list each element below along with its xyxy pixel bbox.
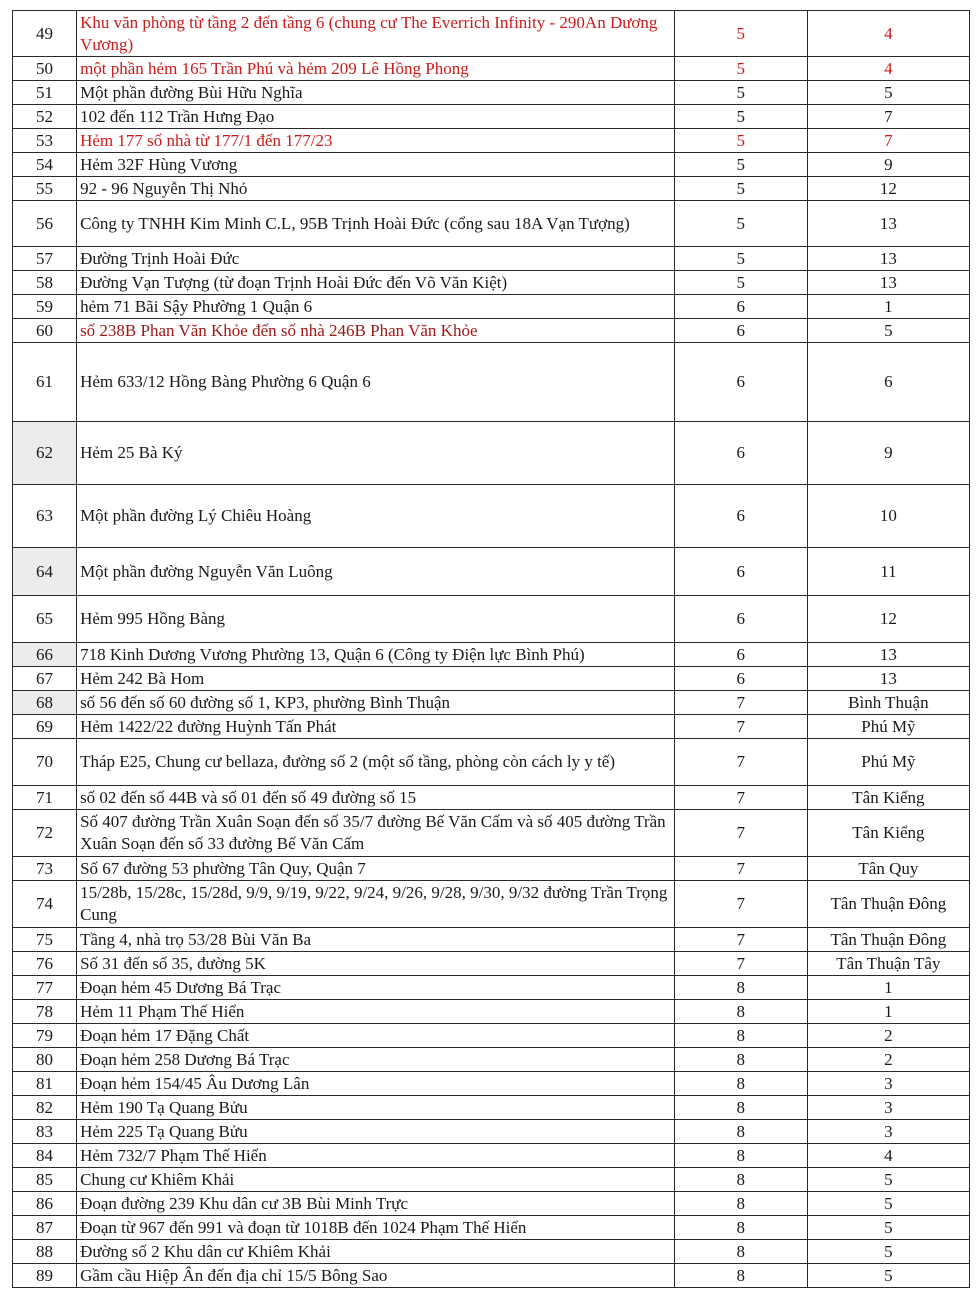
address-cell: Hẻm 633/12 Hồng Bàng Phường 6 Quận 6 xyxy=(77,343,675,422)
address-cell: Hẻm 32F Hùng Vương xyxy=(77,153,675,177)
row-number-cell: 72 xyxy=(13,810,77,857)
row-number-cell: 73 xyxy=(13,857,77,881)
ward-cell: Phú Mỹ xyxy=(807,715,969,739)
row-number-cell: 57 xyxy=(13,247,77,271)
district-cell: 7 xyxy=(674,715,807,739)
ward-cell: 1 xyxy=(807,976,969,1000)
district-cell: 6 xyxy=(674,596,807,643)
lockdown-area-table xyxy=(12,10,970,1288)
table-row xyxy=(13,201,970,247)
district-cell: 8 xyxy=(674,1144,807,1168)
address-cell: Chung cư Khiêm Khải xyxy=(77,1168,675,1192)
address-cell: Đường số 2 Khu dân cư Khiêm Khải xyxy=(77,1240,675,1264)
address-cell: số 56 đến số 60 đường số 1, KP3, phường Bình Thuận xyxy=(77,691,675,715)
district-cell: 8 xyxy=(674,1072,807,1096)
row-number-cell: 49 xyxy=(13,11,77,57)
address-cell: 718 Kinh Dương Vương Phường 13, Quận 6 (Công ty Điện lực Bình Phú) xyxy=(77,643,675,667)
row-number-cell: 87 xyxy=(13,1216,77,1240)
address-cell: số 238B Phan Văn Khỏe đến số nhà 246B Phan Văn Khỏe xyxy=(77,319,675,343)
address-cell: Đoạn từ 967 đến 991 và đoạn từ 1018B đến 1024 Phạm Thế Hiển xyxy=(77,1216,675,1240)
district-cell: 7 xyxy=(674,739,807,786)
row-number-cell: 56 xyxy=(13,201,77,247)
row-number-cell: 84 xyxy=(13,1144,77,1168)
address-cell: 92 - 96 Nguyễn Thị Nhỏ xyxy=(77,177,675,201)
district-cell: 5 xyxy=(674,57,807,81)
table-row xyxy=(13,11,970,57)
row-number-cell: 51 xyxy=(13,81,77,105)
address-cell: Hẻm 225 Tạ Quang Bửu xyxy=(77,1120,675,1144)
address-cell: Số 31 đến số 35, đường 5K xyxy=(77,952,675,976)
table-row xyxy=(13,667,970,691)
address-cell: Gầm cầu Hiệp Ân đến địa chỉ 15/5 Bông Sao xyxy=(77,1264,675,1288)
ward-cell: 12 xyxy=(807,177,969,201)
district-cell: 8 xyxy=(674,1048,807,1072)
address-cell: Tháp E25, Chung cư bellaza, đường số 2 (một số tầng, phòng còn cách ly y tế) xyxy=(77,739,675,786)
district-cell: 8 xyxy=(674,1240,807,1264)
table-row xyxy=(13,857,970,881)
table-row xyxy=(13,596,970,643)
ward-cell: 11 xyxy=(807,548,969,596)
table-row xyxy=(13,57,970,81)
district-cell: 5 xyxy=(674,153,807,177)
table-row xyxy=(13,271,970,295)
ward-cell: 4 xyxy=(807,11,969,57)
table-row xyxy=(13,691,970,715)
table-row xyxy=(13,952,970,976)
table-row xyxy=(13,976,970,1000)
row-number-cell: 64 xyxy=(13,548,77,596)
district-cell: 5 xyxy=(674,201,807,247)
address-cell: hẻm 71 Bãi Sậy Phường 1 Quận 6 xyxy=(77,295,675,319)
district-cell: 7 xyxy=(674,881,807,928)
address-cell: Số 67 đường 53 phường Tân Quy, Quận 7 xyxy=(77,857,675,881)
row-number-cell: 54 xyxy=(13,153,77,177)
ward-cell: 13 xyxy=(807,271,969,295)
table-row xyxy=(13,1144,970,1168)
address-cell: Một phần đường Lý Chiêu Hoàng xyxy=(77,485,675,548)
table-row xyxy=(13,247,970,271)
address-cell: 102 đến 112 Trần Hưng Đạo xyxy=(77,105,675,129)
ward-cell: 2 xyxy=(807,1024,969,1048)
district-cell: 8 xyxy=(674,1264,807,1288)
ward-cell: 2 xyxy=(807,1048,969,1072)
ward-cell: 13 xyxy=(807,667,969,691)
table-row xyxy=(13,739,970,786)
row-number-cell: 78 xyxy=(13,1000,77,1024)
district-cell: 7 xyxy=(674,952,807,976)
row-number-cell: 61 xyxy=(13,343,77,422)
district-cell: 5 xyxy=(674,11,807,57)
address-cell: Tầng 4, nhà trọ 53/28 Bùi Văn Ba xyxy=(77,928,675,952)
address-cell: Khu văn phòng từ tầng 2 đến tầng 6 (chung cư The Everrich Infinity - 290An Dương Vương) xyxy=(77,11,675,57)
ward-cell: 13 xyxy=(807,643,969,667)
table-row xyxy=(13,1264,970,1288)
district-cell: 8 xyxy=(674,1120,807,1144)
table-row xyxy=(13,177,970,201)
ward-cell: 7 xyxy=(807,129,969,153)
ward-cell: Tân Quy xyxy=(807,857,969,881)
ward-cell: 13 xyxy=(807,247,969,271)
address-cell: Đoạn hẻm 258 Dương Bá Trạc xyxy=(77,1048,675,1072)
address-cell: Hẻm 1422/22 đường Huỳnh Tấn Phát xyxy=(77,715,675,739)
ward-cell: 9 xyxy=(807,422,969,485)
row-number-cell: 86 xyxy=(13,1192,77,1216)
row-number-cell: 53 xyxy=(13,129,77,153)
row-number-cell: 62 xyxy=(13,422,77,485)
ward-cell: Tân Kiểng xyxy=(807,810,969,857)
district-cell: 8 xyxy=(674,1096,807,1120)
district-cell: 8 xyxy=(674,1024,807,1048)
table-row xyxy=(13,343,970,422)
ward-cell: 4 xyxy=(807,1144,969,1168)
table-row xyxy=(13,1096,970,1120)
table-row xyxy=(13,1240,970,1264)
address-cell: một phần hẻm 165 Trần Phú và hẻm 209 Lê Hồng Phong xyxy=(77,57,675,81)
address-cell: Đoạn đường 239 Khu dân cư 3B Bùi Minh Trực xyxy=(77,1192,675,1216)
address-cell: Số 407 đường Trần Xuân Soạn đến số 35/7 đường Bế Văn Cấm và số 405 đường Trần Xuân Soạn đến số 33 đường Bế Văn Cấm xyxy=(77,810,675,857)
table-row xyxy=(13,881,970,928)
table-row xyxy=(13,1120,970,1144)
table-row xyxy=(13,1000,970,1024)
row-number-cell: 77 xyxy=(13,976,77,1000)
table-row xyxy=(13,786,970,810)
row-number-cell: 76 xyxy=(13,952,77,976)
address-cell: Đường Trịnh Hoài Đức xyxy=(77,247,675,271)
ward-cell: 5 xyxy=(807,1192,969,1216)
address-cell: Hẻm 25 Bà Ký xyxy=(77,422,675,485)
district-cell: 8 xyxy=(674,976,807,1000)
table-row xyxy=(13,295,970,319)
row-number-cell: 60 xyxy=(13,319,77,343)
ward-cell: Tân Thuận Đông xyxy=(807,928,969,952)
table-row xyxy=(13,643,970,667)
ward-cell: 6 xyxy=(807,343,969,422)
district-cell: 7 xyxy=(674,810,807,857)
address-cell: Hẻm 732/7 Phạm Thế Hiển xyxy=(77,1144,675,1168)
row-number-cell: 65 xyxy=(13,596,77,643)
district-cell: 5 xyxy=(674,129,807,153)
address-cell: Một phần đường Bùi Hữu Nghĩa xyxy=(77,81,675,105)
ward-cell: 4 xyxy=(807,57,969,81)
ward-cell: 10 xyxy=(807,485,969,548)
table-row xyxy=(13,319,970,343)
table-row xyxy=(13,715,970,739)
row-number-cell: 71 xyxy=(13,786,77,810)
ward-cell: 1 xyxy=(807,1000,969,1024)
row-number-cell: 69 xyxy=(13,715,77,739)
table-row xyxy=(13,422,970,485)
row-number-cell: 58 xyxy=(13,271,77,295)
address-cell: Hẻm 242 Bà Hom xyxy=(77,667,675,691)
address-cell: Đoạn hẻm 17 Đặng Chất xyxy=(77,1024,675,1048)
ward-cell: 7 xyxy=(807,105,969,129)
row-number-cell: 55 xyxy=(13,177,77,201)
ward-cell: 9 xyxy=(807,153,969,177)
table-row xyxy=(13,485,970,548)
district-cell: 6 xyxy=(674,319,807,343)
row-number-cell: 50 xyxy=(13,57,77,81)
district-cell: 8 xyxy=(674,1168,807,1192)
table-body xyxy=(13,11,970,1288)
district-cell: 5 xyxy=(674,81,807,105)
table-row xyxy=(13,810,970,857)
ward-cell: Tân Kiểng xyxy=(807,786,969,810)
row-number-cell: 68 xyxy=(13,691,77,715)
row-number-cell: 89 xyxy=(13,1264,77,1288)
table-row xyxy=(13,548,970,596)
ward-cell: 5 xyxy=(807,1168,969,1192)
table-row xyxy=(13,105,970,129)
row-number-cell: 75 xyxy=(13,928,77,952)
district-cell: 5 xyxy=(674,105,807,129)
ward-cell: 12 xyxy=(807,596,969,643)
district-cell: 8 xyxy=(674,1000,807,1024)
table-row xyxy=(13,81,970,105)
district-cell: 7 xyxy=(674,691,807,715)
row-number-cell: 81 xyxy=(13,1072,77,1096)
ward-cell: 3 xyxy=(807,1120,969,1144)
district-cell: 6 xyxy=(674,548,807,596)
district-cell: 6 xyxy=(674,667,807,691)
ward-cell: 5 xyxy=(807,1264,969,1288)
row-number-cell: 82 xyxy=(13,1096,77,1120)
row-number-cell: 88 xyxy=(13,1240,77,1264)
district-cell: 7 xyxy=(674,928,807,952)
ward-cell: 13 xyxy=(807,201,969,247)
table-row xyxy=(13,129,970,153)
table-row xyxy=(13,1216,970,1240)
address-cell: số 02 đến số 44B và số 01 đến số 49 đường số 15 xyxy=(77,786,675,810)
ward-cell: 3 xyxy=(807,1072,969,1096)
ward-cell: Phú Mỹ xyxy=(807,739,969,786)
address-cell: Hẻm 995 Hồng Bàng xyxy=(77,596,675,643)
district-cell: 7 xyxy=(674,857,807,881)
row-number-cell: 83 xyxy=(13,1120,77,1144)
row-number-cell: 52 xyxy=(13,105,77,129)
address-cell: Hẻm 190 Tạ Quang Bửu xyxy=(77,1096,675,1120)
table-row xyxy=(13,1048,970,1072)
address-cell: Hẻm 177 số nhà từ 177/1 đến 177/23 xyxy=(77,129,675,153)
row-number-cell: 80 xyxy=(13,1048,77,1072)
row-number-cell: 66 xyxy=(13,643,77,667)
ward-cell: Tân Thuận Đông xyxy=(807,881,969,928)
row-number-cell: 85 xyxy=(13,1168,77,1192)
address-cell: 15/28b, 15/28c, 15/28d, 9/9, 9/19, 9/22, 9/24, 9/26, 9/28, 9/30, 9/32 đường Trần Trọng Cung xyxy=(77,881,675,928)
district-cell: 7 xyxy=(674,786,807,810)
address-cell: Đường Vạn Tượng (từ đoạn Trịnh Hoài Đức đến Võ Văn Kiệt) xyxy=(77,271,675,295)
district-cell: 5 xyxy=(674,247,807,271)
district-cell: 6 xyxy=(674,485,807,548)
row-number-cell: 63 xyxy=(13,485,77,548)
ward-cell: 5 xyxy=(807,1240,969,1264)
ward-cell: 5 xyxy=(807,81,969,105)
table-row xyxy=(13,1192,970,1216)
district-cell: 6 xyxy=(674,295,807,319)
address-cell: Đoạn hẻm 154/45 Âu Dương Lân xyxy=(77,1072,675,1096)
district-cell: 8 xyxy=(674,1216,807,1240)
ward-cell: 1 xyxy=(807,295,969,319)
row-number-cell: 67 xyxy=(13,667,77,691)
row-number-cell: 70 xyxy=(13,739,77,786)
address-cell: Công ty TNHH Kim Minh C.L, 95B Trịnh Hoài Đức (cổng sau 18A Vạn Tượng) xyxy=(77,201,675,247)
district-cell: 6 xyxy=(674,343,807,422)
table-row xyxy=(13,1024,970,1048)
row-number-cell: 74 xyxy=(13,881,77,928)
table-row xyxy=(13,153,970,177)
district-cell: 6 xyxy=(674,422,807,485)
district-cell: 6 xyxy=(674,643,807,667)
address-cell: Đoạn hẻm 45 Dương Bá Trạc xyxy=(77,976,675,1000)
table-row xyxy=(13,928,970,952)
ward-cell: 5 xyxy=(807,319,969,343)
ward-cell: 5 xyxy=(807,1216,969,1240)
table-row xyxy=(13,1072,970,1096)
ward-cell: Tân Thuận Tây xyxy=(807,952,969,976)
address-cell: Hẻm 11 Phạm Thế Hiển xyxy=(77,1000,675,1024)
ward-cell: 3 xyxy=(807,1096,969,1120)
table-row xyxy=(13,1168,970,1192)
ward-cell: Bình Thuận xyxy=(807,691,969,715)
district-cell: 5 xyxy=(674,271,807,295)
row-number-cell: 79 xyxy=(13,1024,77,1048)
district-cell: 5 xyxy=(674,177,807,201)
district-cell: 8 xyxy=(674,1192,807,1216)
row-number-cell: 59 xyxy=(13,295,77,319)
address-cell: Một phần đường Nguyễn Văn Luông xyxy=(77,548,675,596)
